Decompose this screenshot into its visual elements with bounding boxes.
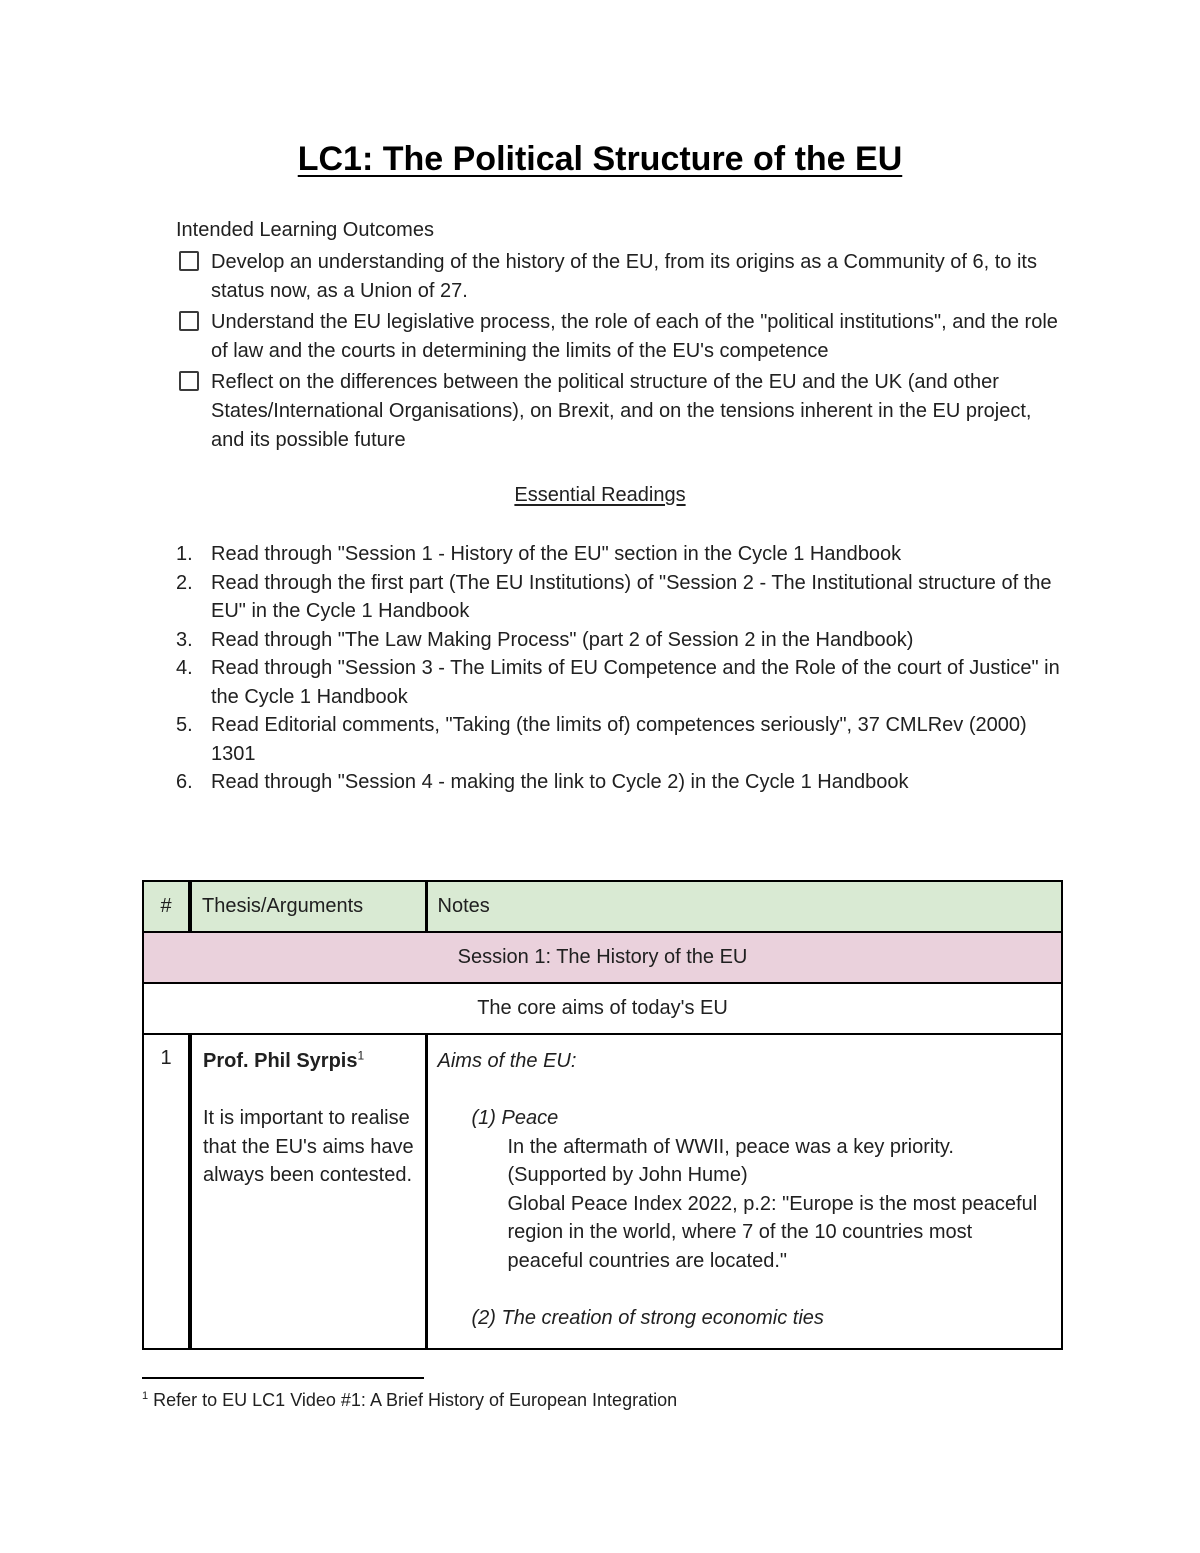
learning-outcome-item bbox=[176, 248, 1066, 306]
essential-readings-heading: Essential Readings bbox=[514, 484, 686, 506]
aim-line: In the aftermath of WWII, peace was a key priority. bbox=[507, 1135, 954, 1158]
table-header-row bbox=[143, 881, 1062, 932]
checkbox-icon[interactable] bbox=[179, 251, 199, 271]
reading-text: Read through "Session 3 - The Limits of EU Competence and the Role of the court of Justice" in the Cycle 1 Handbook bbox=[211, 657, 1060, 708]
aim-heading: (2) The creation of strong economic ties bbox=[471, 1306, 824, 1329]
notes-table bbox=[142, 880, 1063, 1350]
header-notes: Notes bbox=[426, 881, 1062, 932]
aim-heading: (1) Peace bbox=[471, 1107, 559, 1129]
learning-outcome-item bbox=[176, 368, 1066, 455]
reading-text: Read through "Session 4 - making the link to Cycle 2) in the Cycle 1 Handbook bbox=[211, 771, 909, 793]
footnote-text: Refer to EU LC1 Video #1: A Brief History of European Integration bbox=[153, 1390, 678, 1410]
checkbox-icon[interactable] bbox=[179, 371, 199, 391]
reading-item bbox=[176, 626, 1076, 655]
reading-item bbox=[176, 654, 1076, 711]
learning-outcome-text: Develop an understanding of the history of the EU, from its origins as a Community of 6, to its status now, as a Union of 27. bbox=[211, 251, 1037, 302]
session-row bbox=[143, 932, 1062, 983]
reading-number: 1. bbox=[176, 543, 193, 565]
thesis-text: It is important to realise that the EU's aims have always been contested. bbox=[203, 1107, 414, 1186]
session-title: Session 1: The History of the EU bbox=[143, 932, 1062, 983]
table-row bbox=[143, 1034, 1062, 1349]
reading-text: Read through "Session 1 - History of the EU" section in the Cycle 1 Handbook bbox=[211, 543, 902, 565]
reading-number: 2. bbox=[176, 571, 193, 594]
essential-readings-list bbox=[176, 540, 1076, 797]
notes-cell bbox=[426, 1034, 1062, 1349]
aim-line: Global Peace Index 2022, p.2: "Europe is the most peaceful region in the world, where 7 of the 10 countries most peaceful countries are located." bbox=[507, 1192, 1038, 1272]
checkbox-icon[interactable] bbox=[179, 311, 199, 331]
page-title: LC1: The Political Structure of the EU bbox=[297, 140, 903, 178]
learning-outcomes-heading: Intended Learning Outcomes bbox=[176, 219, 434, 241]
header-number: # bbox=[143, 881, 190, 932]
learning-outcome-text: Reflect on the differences between the political structure of the EU and the UK (and other States/International Organisations), on Brexit, and on the tensions inherent in the EU project, and its possible future bbox=[211, 371, 1032, 451]
reading-number: 4. bbox=[176, 657, 193, 679]
reading-item bbox=[176, 711, 1076, 768]
reading-item bbox=[176, 540, 1076, 569]
row-number: 1 bbox=[143, 1034, 190, 1349]
reading-number: 5. bbox=[176, 714, 193, 736]
footnote bbox=[142, 1388, 677, 1412]
thesis-cell bbox=[190, 1034, 426, 1349]
author-name: Prof. Phil Syrpis bbox=[203, 1050, 358, 1072]
reading-text: Read through the first part (The EU Institutions) of "Session 2 - The Institutional structure of the EU" in the Cycle 1 Handbook bbox=[211, 571, 1052, 622]
aim-line: (Supported by John Hume) bbox=[507, 1164, 748, 1186]
learning-outcome-text: Understand the EU legislative process, the role of each of the "political institutions", and the role of law and the courts in determining the limits of the EU's competence bbox=[211, 311, 1058, 362]
footnote-ref[interactable]: 1 bbox=[357, 1048, 365, 1063]
reading-number: 3. bbox=[176, 628, 193, 651]
notes-heading: Aims of the EU: bbox=[437, 1050, 577, 1072]
learning-outcome-item bbox=[176, 308, 1066, 366]
header-thesis: Thesis/Arguments bbox=[190, 881, 426, 932]
reading-number: 6. bbox=[176, 771, 193, 793]
section-row bbox=[143, 983, 1062, 1034]
reading-text: Read through "The Law Making Process" (part 2 of Session 2 in the Handbook) bbox=[211, 628, 914, 651]
reading-item bbox=[176, 569, 1076, 626]
footnote-divider bbox=[142, 1377, 424, 1379]
learning-outcomes-list bbox=[176, 248, 1066, 457]
reading-text: Read Editorial comments, "Taking (the limits of) competences seriously", 37 CMLRev (2000) 1301 bbox=[211, 714, 1027, 765]
section-title: The core aims of today's EU bbox=[143, 983, 1062, 1034]
reading-item bbox=[176, 768, 1076, 797]
footnote-marker: 1 bbox=[142, 1390, 149, 1402]
